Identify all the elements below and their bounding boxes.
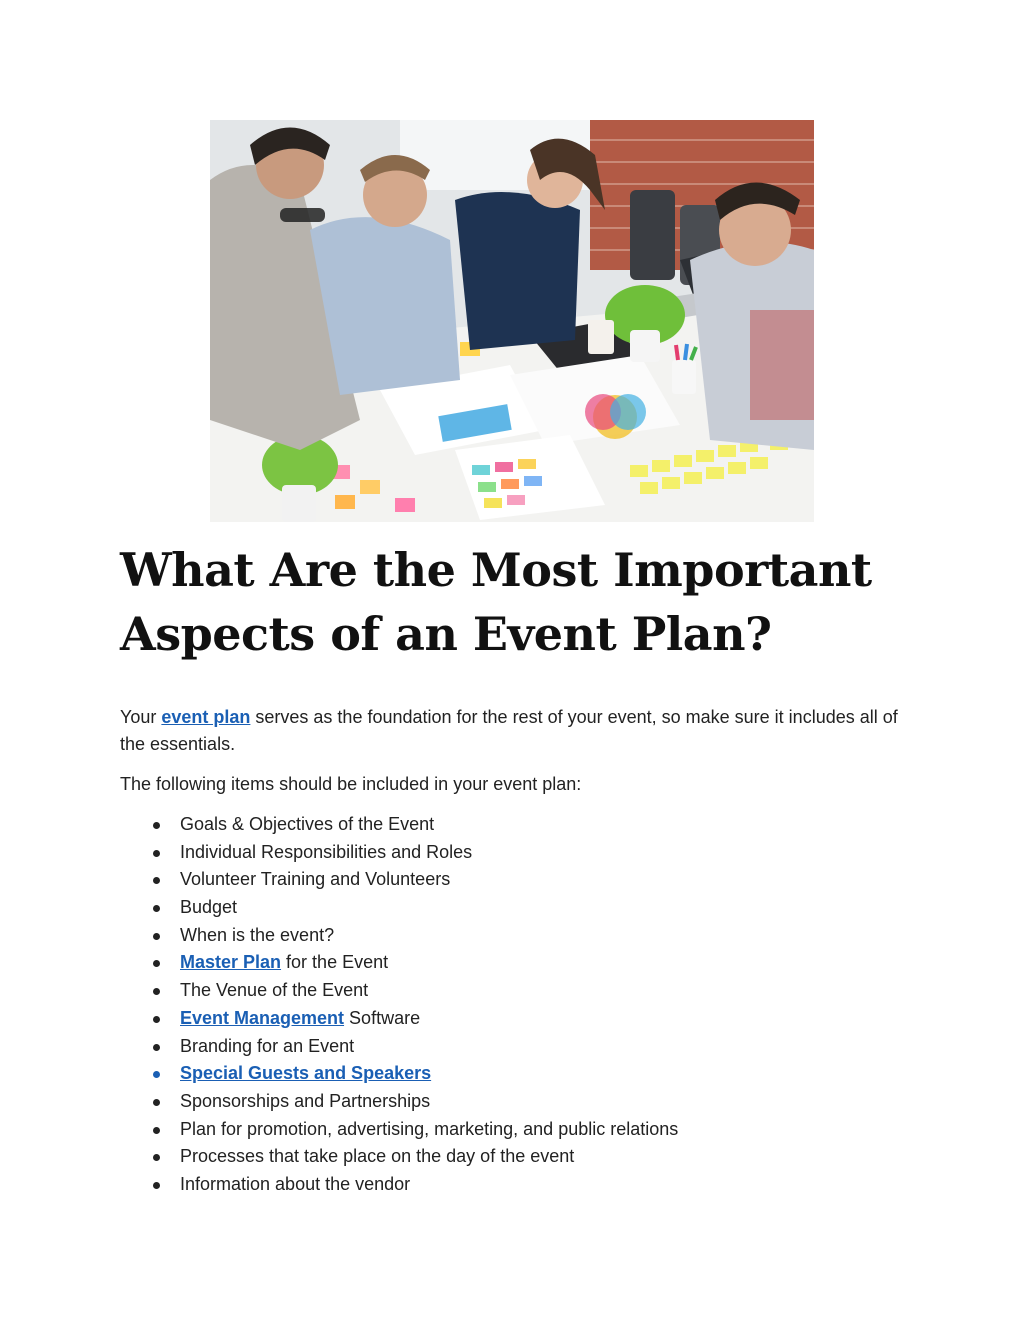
list-item (120, 1143, 910, 1171)
bullet-icon (153, 905, 160, 912)
bullet-icon (153, 988, 160, 995)
list-item-text: Information about the vendor (180, 1173, 411, 1194)
bullet-icon (153, 1099, 160, 1106)
event-plan-link[interactable]: event plan (161, 707, 251, 727)
intro-paragraph (120, 704, 910, 758)
list-item-text: for the Event (281, 952, 389, 973)
article-body (120, 704, 910, 1199)
list-item (120, 922, 910, 950)
list-item (120, 977, 910, 1005)
bullet-icon (153, 1016, 160, 1023)
list-item-text: Software (344, 1007, 421, 1028)
list-item-text: Budget (180, 897, 238, 918)
list-item-text: Processes that take place on the day of the event (180, 1146, 575, 1167)
list-item-link[interactable]: Event Management (180, 1007, 345, 1028)
bullet-icon (153, 1182, 160, 1189)
intro-text-before: Your (120, 707, 162, 727)
bullet-icon (153, 1044, 160, 1051)
list-item-text: Volunteer Training and Volunteers (180, 869, 451, 890)
list-item-link[interactable]: Special Guests and Speakers (180, 1063, 432, 1084)
team-planning-photo (210, 120, 814, 522)
list-item (120, 839, 910, 867)
bullet-icon (153, 1154, 160, 1161)
list-item (120, 811, 910, 839)
list-item-text: Sponsorships and Partnerships (180, 1090, 431, 1111)
aspects-list (120, 811, 910, 1199)
bullet-icon (153, 822, 160, 829)
list-item-text: Individual Responsibilities and Roles (180, 841, 473, 862)
list-item-text: The Venue of the Event (180, 980, 369, 1001)
list-item (120, 894, 910, 922)
list-item-link[interactable]: Master Plan (180, 952, 282, 973)
list-item (120, 1088, 910, 1116)
bullet-icon (153, 933, 160, 940)
list-item-text: Goals & Objectives of the Event (180, 814, 435, 834)
list-item (120, 866, 910, 894)
list-item-text: Branding for an Event (180, 1035, 355, 1056)
bullet-icon (153, 877, 160, 884)
list-item (120, 1116, 910, 1144)
list-item (120, 1005, 910, 1033)
list-item (120, 1171, 910, 1199)
list-item-text: Plan for promotion, advertising, marketing, and public relations (180, 1118, 679, 1139)
bullet-icon (153, 1071, 160, 1078)
list-item (120, 949, 910, 977)
list-item (120, 1060, 910, 1088)
list-item (120, 1033, 910, 1061)
bullet-icon (153, 850, 160, 857)
bullet-icon (153, 1127, 160, 1134)
page-title: What Are the Most Important Aspects of an Event Plan? (120, 543, 872, 661)
bullet-icon (153, 960, 160, 967)
list-item-text: When is the event? (180, 924, 335, 945)
intro-text-after: serves as the foundation for the rest of your event, so make sure it includes all of the essentials. (120, 707, 898, 754)
list-intro: The following items should be included in your event plan: (120, 774, 582, 794)
